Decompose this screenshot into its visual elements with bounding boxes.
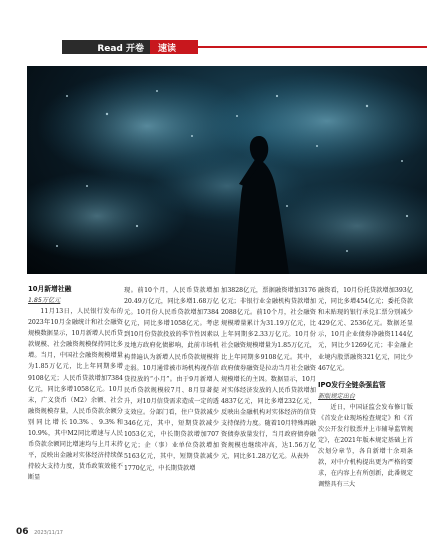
header-rule: [198, 46, 427, 48]
section-title-ipo: IPO发行全链条强监管: [318, 380, 386, 389]
column-1-body: 11月13日，人民银行发布的2023年10月金融统计和社会融资规模数据显示，10月新增人民币贷款规模、社会融资规模保持同比多增。当月，中国社会融资规模增量为1.85万亿元，比上年同期多增9108亿元；人民币贷款增加7384亿元，同比多增1058亿元。10月末，广义货币（M2）余额、社会融资规模存量，人民币贷款余额分别同比增长10.3%、9.3%和10.9%，其中M2同比增速与人民币贷款余额同比增速均与上月末持平，反映出金融对实体经济持续保持较大支持力度，货币政策效能不断显: [28, 308, 123, 482]
page-number: 06: [16, 527, 29, 537]
section-subtitle-ipo: 新版规定出台: [318, 392, 356, 400]
section-subtitle-social-financing: 1.85万亿元: [28, 297, 61, 304]
column-3-body: 加3828亿元，票据融资增加3176亿元；非银行业金融机构贷款增加2088亿元。前10个月，社会融资规模增量累计为31.19万亿元，比上年同期多2.33万亿元。10月份社会融资规模增量为1.85万亿元，比上年同期多9108亿元。其中，政府债券融资是拉动当月社会融资规模增长的主因。数据显示，10月对实体经济发放的人民币贷款增加4837亿元，同比多增232亿元，反映出金融机构对实体经济的信贷支持保持力度。随着10月特殊再融资债券放量发行，当月政府债券融资规模也继续冲高，达1.56万亿元，同比多1.28万亿元。从表外: [221, 287, 316, 461]
column-2-body: 现。前10个月，人民币贷款增加20.49万亿元，同比多增1.68万亿元。10月份人民币贷款增加7384亿元，同比多增1058亿元。考虑到10月份贷款投放的季节性因素以及地方政府化债影响，此前市场机构普遍认为新增人民币贷款规模将走弱。10月通常被市场机构视作信贷投放的“小月”。由于9月新增人民币贷款规模较7月、8月显著提升，对10月信贷需求造成一定的透支效应。分部门看，住户贷款减少346亿元，其中，短期贷款减少1053亿元，中长期贷款增加707亿元；企（事）业单位贷款增加5163亿元，其中，短期贷款减少1770亿元，中长期贷款增: [124, 287, 219, 472]
column-4-body-1: 融资看，10月份托贷款增加393亿元，同比多增454亿元；委托贷款和未贴现的银行承兑汇票分别减少429亿元、2536亿元。数据还显示，10月企业债券净融资1144亿元，同比少1269亿元；非金融企业境内股票融资321亿元，同比少467亿元。: [318, 287, 413, 372]
issue-date: 2023/11/17: [34, 530, 63, 536]
section-tag: 速读: [158, 44, 177, 54]
column-3: [221, 285, 316, 463]
hero-photo-art: [27, 66, 427, 274]
hero-photo: [27, 66, 427, 274]
column-4-body-2: 近日，中国证监会发布修订版《首发企业现场检查规定》和《首次公开发行股票并上市辅导监管规定》，在2021年版本规定基础上首次划分章节，各自新增十余项条款，对中介机构提出更为严格的要求，在内容上有所创新，此番规定调整具有三大: [318, 403, 413, 489]
section-header: [0, 40, 427, 54]
section-title-social-financing: 10月新增社融: [28, 285, 72, 293]
section-tag-bg: [150, 40, 198, 54]
column-4: [318, 285, 413, 491]
section-label: Read 开卷: [97, 44, 144, 54]
column-1: [28, 284, 123, 484]
page-footer: [16, 527, 63, 537]
section-label-bg: [62, 40, 150, 54]
column-2: [124, 285, 219, 474]
